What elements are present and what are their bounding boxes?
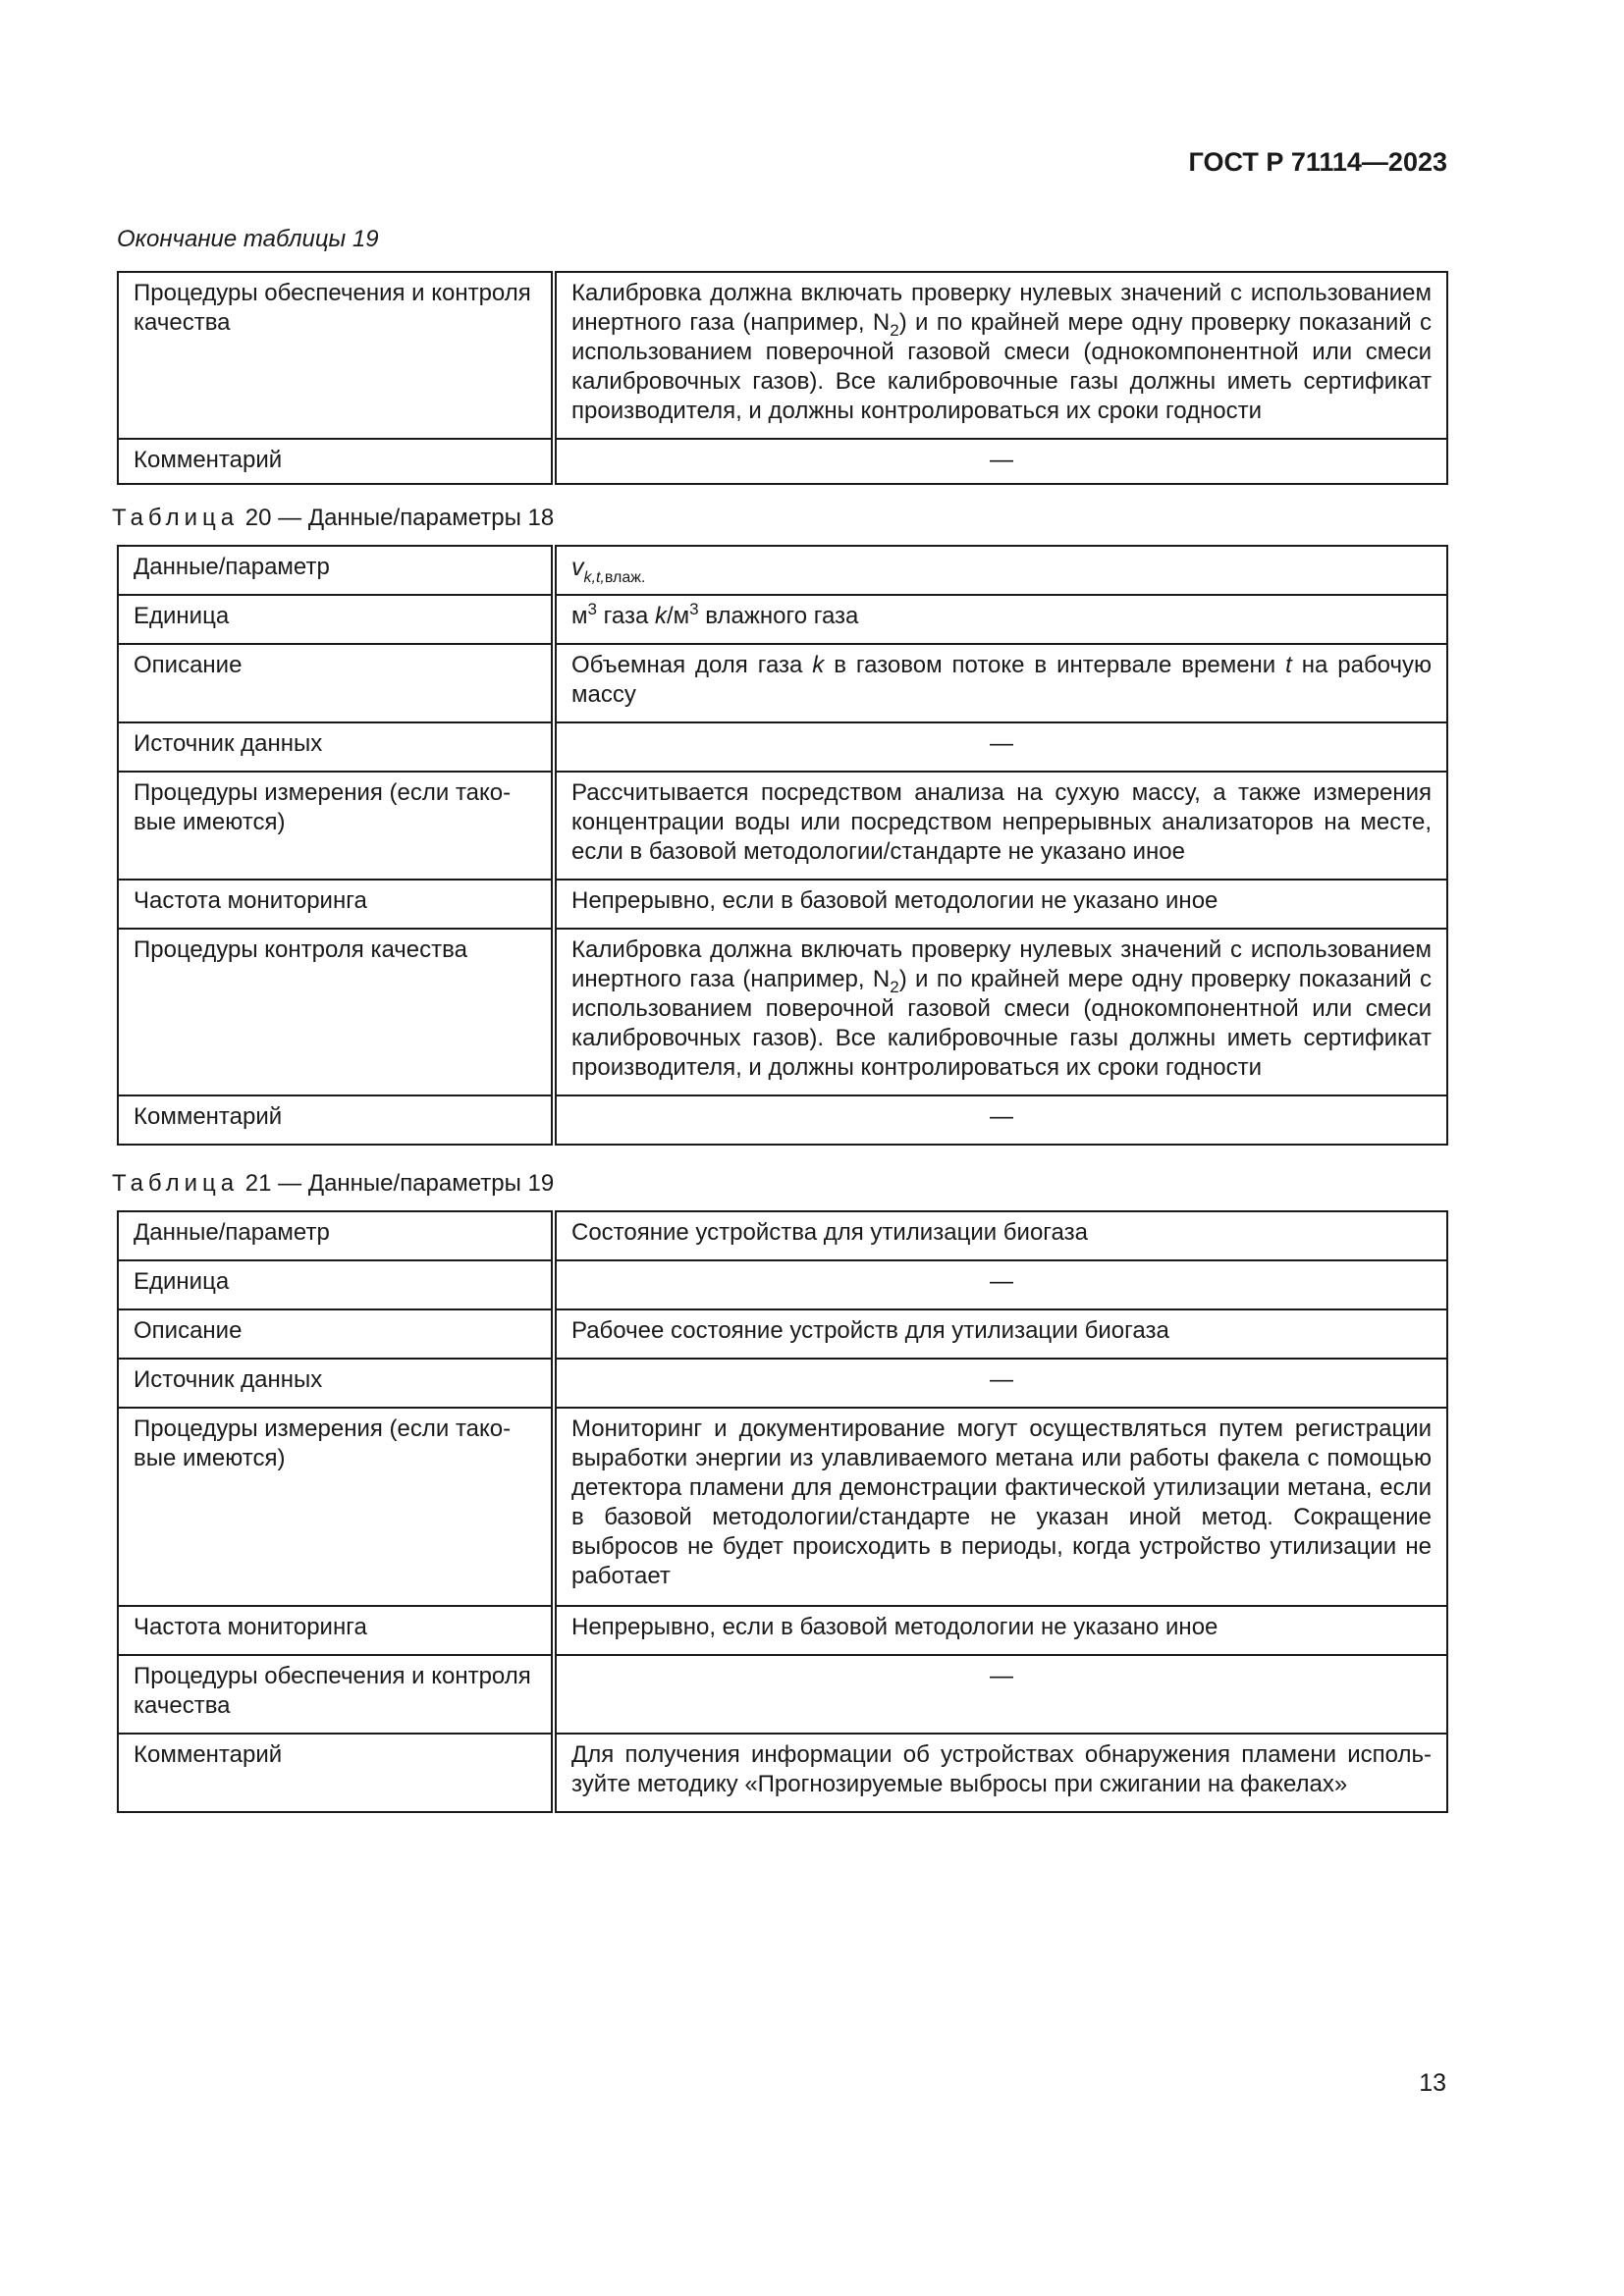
table-row (118, 1734, 1447, 1812)
row-value: Непрерывно, если в базовой методологии не указано иное (554, 880, 1447, 929)
row-value: — (554, 1655, 1447, 1734)
row-value (554, 546, 1447, 595)
table-row (118, 722, 1447, 772)
table-row (118, 1309, 1447, 1359)
row-key: Процедуры контроля качества (118, 929, 554, 1095)
table-row (118, 1408, 1447, 1606)
table-row (118, 1655, 1447, 1734)
row-value: — (554, 1359, 1447, 1408)
row-key: Источник данных (118, 1359, 554, 1408)
row-key: Частота мониторинга (118, 1606, 554, 1655)
row-value: Рабочее состояние устройств для утилизации биогаза (554, 1309, 1447, 1359)
row-key: Источник данных (118, 722, 554, 772)
row-key: Данные/параметр (118, 1211, 554, 1260)
table-row (118, 880, 1447, 929)
table-row (118, 595, 1447, 644)
table-row (118, 644, 1447, 722)
row-value: Мониторинг и документирование могут осуществляться путем регистрации выработки энергии из улавливаемого метана или работы факела с помощью детектора пламени для демонстрации фактической утилизации метана, если в базовой методологии/стандарте не указан иной метод. Сокращение выбросов не будет происходить в периоды, когда устройство утилизации не работает (554, 1408, 1447, 1606)
row-key: Описание (118, 644, 554, 722)
document-code: ГОСТ Р 71114—2023 (1188, 147, 1447, 177)
row-key: Процедуры измерения (если таковые имеются) (118, 1408, 554, 1606)
row-value: Для получения информации об устройствах обнаружения пламени используйте методику «Прогнозируемые выбросы при сжигании на факелах» (554, 1734, 1447, 1812)
table-row (118, 439, 1447, 484)
row-key: Комментарий (118, 439, 554, 484)
table-21 (117, 1210, 1448, 1813)
page-number: 13 (1419, 2069, 1446, 2097)
symbol-v-k-t-wet: $v_{k,t,влаж.}$ (571, 554, 646, 586)
table-21-caption: Таблица 21 — Данные/параметры 19 (112, 1170, 555, 1197)
table-20-caption: Таблица 20 — Данные/параметры 18 (112, 505, 555, 531)
row-value: — (554, 722, 1447, 772)
table-row (118, 1260, 1447, 1309)
row-key: Единица (118, 595, 554, 644)
table-row (118, 1095, 1447, 1145)
row-key: Комментарий (118, 1095, 554, 1145)
row-value: Непрерывно, если в базовой методологии не указано иное (554, 1606, 1447, 1655)
table-row (118, 1606, 1447, 1655)
row-key: Описание (118, 1309, 554, 1359)
row-key: Единица (118, 1260, 554, 1309)
table-row (118, 272, 1447, 439)
row-key: Процедуры обеспечения и контроля качества (118, 1655, 554, 1734)
row-value: — (554, 1260, 1447, 1309)
row-key: Процедуры обеспечения и контроля качества (118, 272, 554, 439)
table-row (118, 546, 1447, 595)
table-19-end (117, 271, 1448, 485)
row-value: Состояние устройства для утилизации биогаза (554, 1211, 1447, 1260)
row-key: Комментарий (118, 1734, 554, 1812)
table-row (118, 1359, 1447, 1408)
row-value: — (554, 439, 1447, 484)
row-value: Калибровка должна включать проверку нулевых значений с использованием инертного газа (например, $N_2$) и по крайней мере одну проверку показаний с использованием поверочной газовой смеси (однокомпонентной или смеси калибровочных газов). Все калибровочные газы должны иметь сертификат производителя, и должны контролироваться их сроки годности (554, 929, 1447, 1095)
row-value: Объемная доля газа k в газовом потоке в интервале времени t на рабочую массу (554, 644, 1447, 722)
table-20 (117, 545, 1448, 1146)
row-value: Калибровка должна включать проверку нулевых значений с использованием инертного газа (например, $N_2$) и по крайней мере одну проверку показаний с использованием поверочной газовой смеси (однокомпонентной или смеси калибровочных газов). Все калибровочные газы должны иметь сертификат производителя, и должны контролироваться их сроки годности (554, 272, 1447, 439)
row-key: Данные/параметр (118, 546, 554, 595)
row-value: Рассчитывается посредством анализа на сухую массу, а также измерения концентрации воды или посредством непрерывных анализаторов на месте, если в базовой методологии/стандарте не указано иное (554, 772, 1447, 880)
table-19-continuation-caption: Окончание таблицы 19 (117, 226, 379, 252)
row-key: Процедуры измерения (если таковые имеются) (118, 772, 554, 880)
table-row (118, 772, 1447, 880)
row-value: — (554, 1095, 1447, 1145)
row-key: Частота мониторинга (118, 880, 554, 929)
table-row (118, 1211, 1447, 1260)
row-value: $м^3$ газа $k/м^3$ влажного газа (554, 595, 1447, 644)
table-row (118, 929, 1447, 1095)
